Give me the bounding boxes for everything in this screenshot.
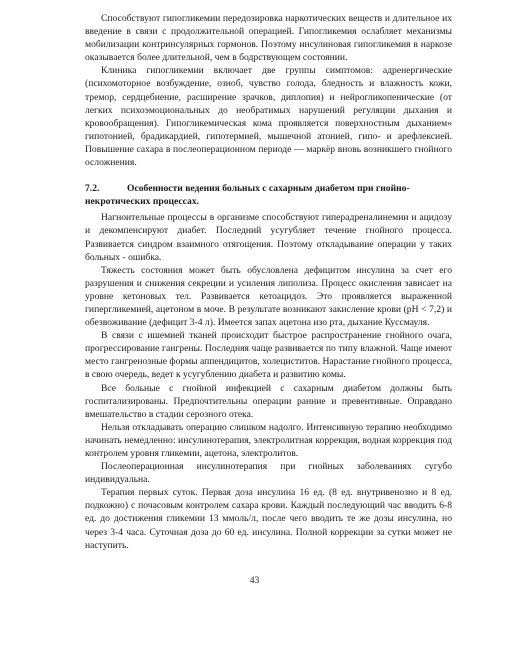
paragraph-hypoglycemia-causes: Способствуют гипогликемии передозировка наркотических веществ и длительное их введение в связи с продолжительной операцией. Гипогликемия ослабляет механизмы мобилизации контринсулярных гормонов. Поэтому инсулиновая гипогликемия в наркозе оказывается более длительной, чем в бодрствующем состоянии.: [85, 13, 452, 64]
section-heading: [85, 182, 452, 208]
section-number: 7.2.: [85, 183, 100, 195]
paragraph-first-day-therapy: Терапия первых суток. Первая доза инсулина 16 ед. (8 ед. внутривенозно и 8 ед. подкожно) с почасовым контролем сахара крови. Каждый последующий час вводить 6-8 ед. до достижения гликемии 13 ммоль/л, после чего вводить те же дозы инсулина, но через 3-4 часа. Суточная доза до 60 ед. инсулина. Полной коррекции за сутки может не наступить.: [85, 487, 452, 551]
paragraph-hypoglycemia-clinic: Клиника гипогликемии включает две группы симптомов: адренергические (психомоторное возбуждение, озноб, чувство голода, бледность и влажность кожи, тремор, сердцебиение, расширение зрачков, диплопия) и нейрогликопенические (от легких психоэмоциональных до необратимых нарушений регуляции дыхания и кровообращения). Гипогликемическая кома проявляется поверхностным дыханием» гипотонией, брадикардией, гипотермией, мышечной атонией, гипо- и арефлексией. Повышение сахара в послеоперационном периоде — маркёр вновь возникшего гнойного осложнения.: [85, 65, 452, 169]
paragraph-postop-insulin: Послеоперационная инсулинотерапия при гнойных заболеваниях сугубо индивидуальна.: [85, 461, 452, 486]
paragraph-ketoacidosis: Тяжесть состояния может быть обусловлена дефицитом инсулина за счет его разрушения и снижения секреции и усиления липолиза. Процесс окисления зависает на уровне кетоновых тел. Развивается кетоацидоз. Это проявляется выраженной гипергликемией, ацетоном в моче. В результате возникают закисление крови (рН < 7,2) и обезвоживание (дефицит 3-4 л). Имеется запах ацетона изо рта, дыхание Куссмауля.: [85, 264, 452, 329]
paragraph-intensive-therapy: Нельзя откладывать операцию слишком надолго. Интенсивную терапию необходимо начинать немедленно: инсулинотерапия, электролитная коррекция, водная коррекция под контролем уровня гликемии, ацетона, электролитов.: [85, 421, 452, 459]
paragraph-purulent-processes: Нагноительные процессы в организме способствуют гиперадреналинемии и ацидозу и декомпенсируют диабет. Последний усугубляет течение гнойного процесса. Развивается синдром взаимного отягощения. Поэтому откладывание операции у таких больных - ошибка.: [85, 212, 452, 263]
page-number: 43: [249, 575, 260, 586]
section-title: Особенности ведения больных с сахарным диабетом при гнойно-некротических процессах.: [85, 183, 410, 208]
paragraph-hospitalization: Все больные с гнойной инфекцией с сахарным диабетом должны быть госпитализированы. Предпочтительны операции ранние и превентивные. Оправдано вмешательство в стадии серозного отека.: [85, 382, 452, 420]
spacer: [85, 169, 452, 182]
paragraph-ischemia: В связи с ишемией тканей происходит быстрое распространение гнойного очага, прогрессирование гангрены. Последняя чаще развивается по типу влажной. Чаще имеют место гангренозные формы аппендицитов, холециститов. Нарастание гнойного процесса, в свою очередь, ведет к усугублению диабета и развитию комы.: [85, 330, 452, 381]
